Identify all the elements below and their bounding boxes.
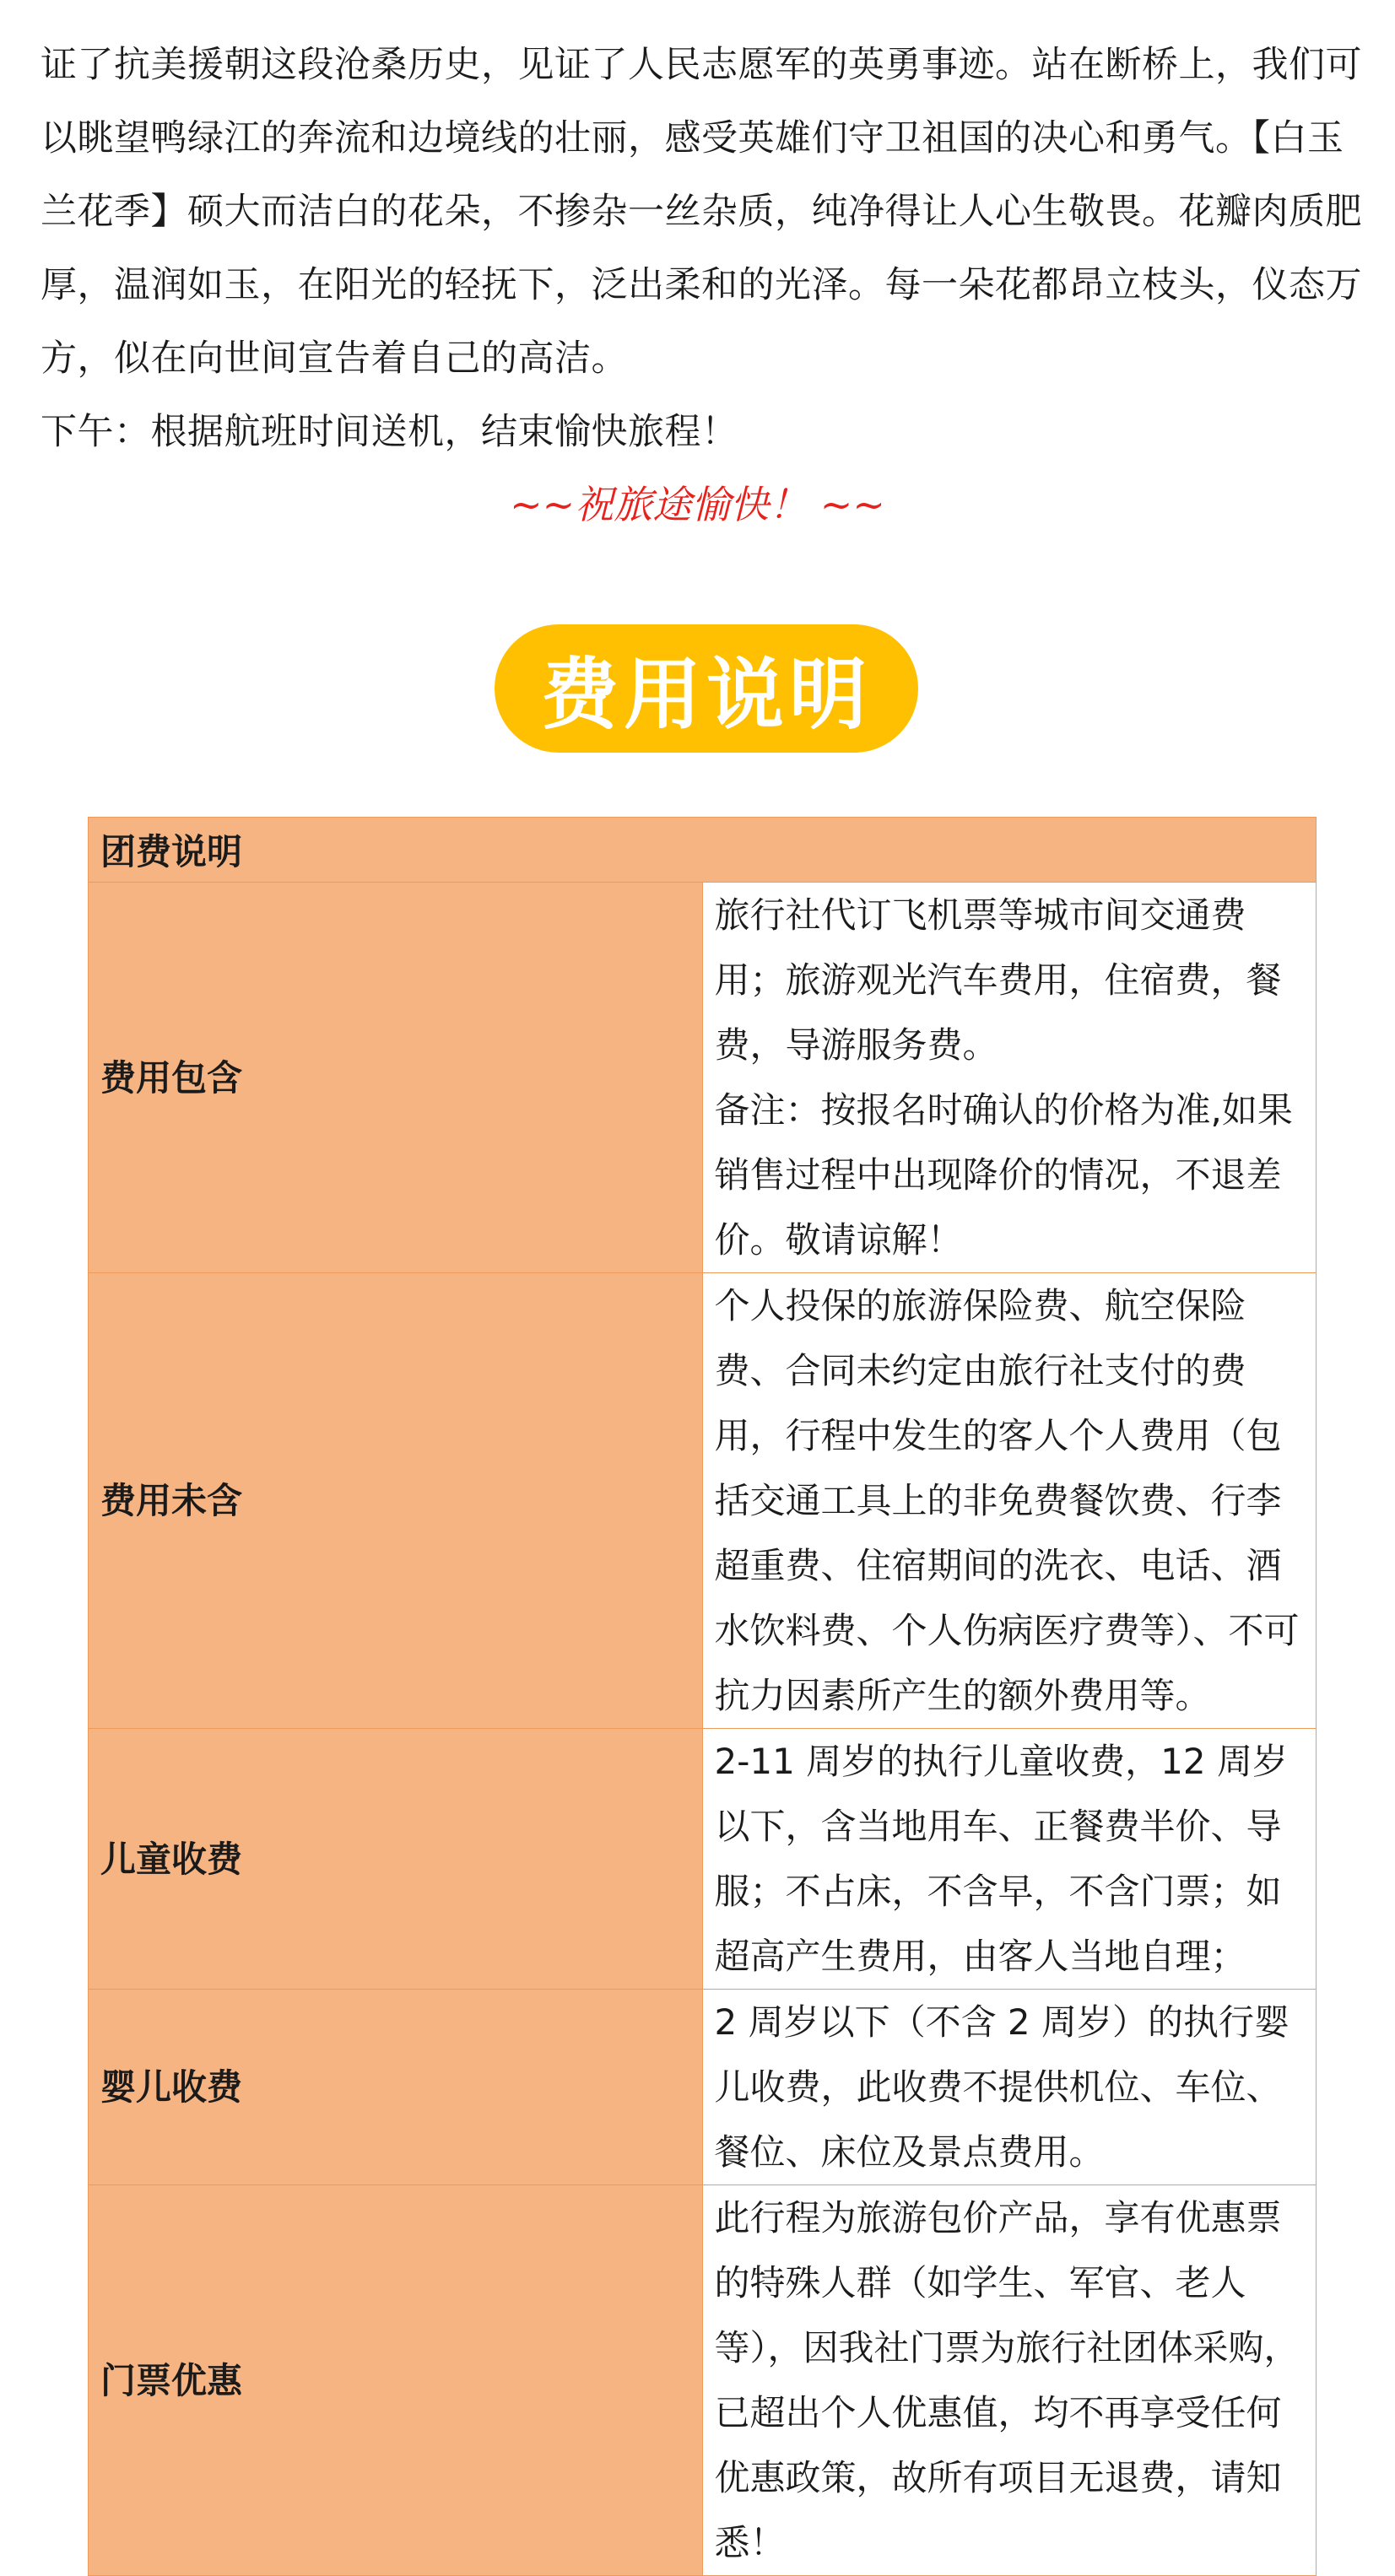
fee-row-text: 此行程为旅游包价产品，享有优惠票的特殊人群（如学生、军官、老人等），因我社门票为旅行社团体采购，已超出个人优惠值，均不再享受任何优惠政策，故所有项目无退费，请知悉！ bbox=[714, 2197, 1300, 2563]
fee-table-heading: 团费说明 bbox=[89, 818, 1317, 883]
fee-row-note: 备注：按报名时确认的价格为准,如果销售过程中出现降价的情况，不退差价。敬请谅解！ bbox=[714, 1089, 1293, 1261]
fee-row-child bbox=[89, 1729, 1317, 1990]
fee-row-included bbox=[89, 883, 1317, 1273]
fee-table bbox=[88, 817, 1317, 2576]
fee-row-label: 费用包含 bbox=[89, 883, 703, 1273]
farewell-message: ~~祝旅途愉快！ ~~ bbox=[510, 482, 885, 527]
fee-row-infant bbox=[89, 1990, 1317, 2185]
fee-row-label: 儿童收费 bbox=[89, 1729, 703, 1990]
fee-table-header-row bbox=[89, 818, 1317, 883]
fee-row-content bbox=[702, 2185, 1317, 2576]
fee-row-text: 2-11 周岁的执行儿童收费，12 周岁以下，含当地用车、正餐费半价、导服；不占床，不含早，不含门票；如超高产生费用，由客人当地自理； bbox=[714, 1741, 1288, 1977]
intro-paragraph: 证了抗美援朝这段沧桑历史，见证了人民志愿军的英勇事迹。站在断桥上，我们可以眺望鸭绿江的奔流和边境线的壮丽，感受英雄们守卫祖国的决心和勇气。【白玉兰花季】硕大而洁白的花朵，不掺杂一丝杂质，纯净得让人心生敬畏。花瓣肉质肥厚，温润如玉，在阳光的轻抚下，泛出柔和的光泽。每一朵花都昂立枝头，仪态万方，似在向世间宣告着自己的高洁。 bbox=[41, 44, 1362, 380]
section-title-pill bbox=[495, 624, 918, 753]
fee-row-text: 旅行社代订飞机票等城市间交通费用；旅游观光汽车费用，住宿费，餐费，导游服务费。 bbox=[714, 894, 1282, 1066]
fee-row-text: 个人投保的旅游保险费、航空保险费、合同未约定由旅行社支付的费用，行程中发生的客人个人费用（包括交通工具上的非免费餐饮费、行李超重费、住宿期间的洗衣、电话、酒水饮料费、个人伤病医疗费等）、不可抗力因素所产生的额外费用等。 bbox=[714, 1285, 1300, 1716]
fee-row-text: 2 周岁以下（不含 2 周岁）的执行婴儿收费，此收费不提供机位、车位、餐位、床位及景点费用。 bbox=[714, 2001, 1290, 2173]
fee-row-excluded bbox=[89, 1273, 1317, 1729]
fee-row-label: 婴儿收费 bbox=[89, 1990, 703, 2185]
fee-row-content bbox=[702, 883, 1317, 1273]
fee-row-label: 费用未含 bbox=[89, 1273, 703, 1729]
intro-text bbox=[41, 29, 1365, 469]
fee-row-content bbox=[702, 1729, 1317, 1990]
fee-row-ticket-discount bbox=[89, 2185, 1317, 2576]
section-title: 费用说明 bbox=[540, 650, 872, 740]
fee-row-label: 门票优惠 bbox=[89, 2185, 703, 2576]
fee-row-content bbox=[702, 1990, 1317, 2185]
afternoon-line: 下午：根据航班时间送机，结束愉快旅程！ bbox=[41, 411, 738, 453]
fee-row-content bbox=[702, 1273, 1317, 1729]
